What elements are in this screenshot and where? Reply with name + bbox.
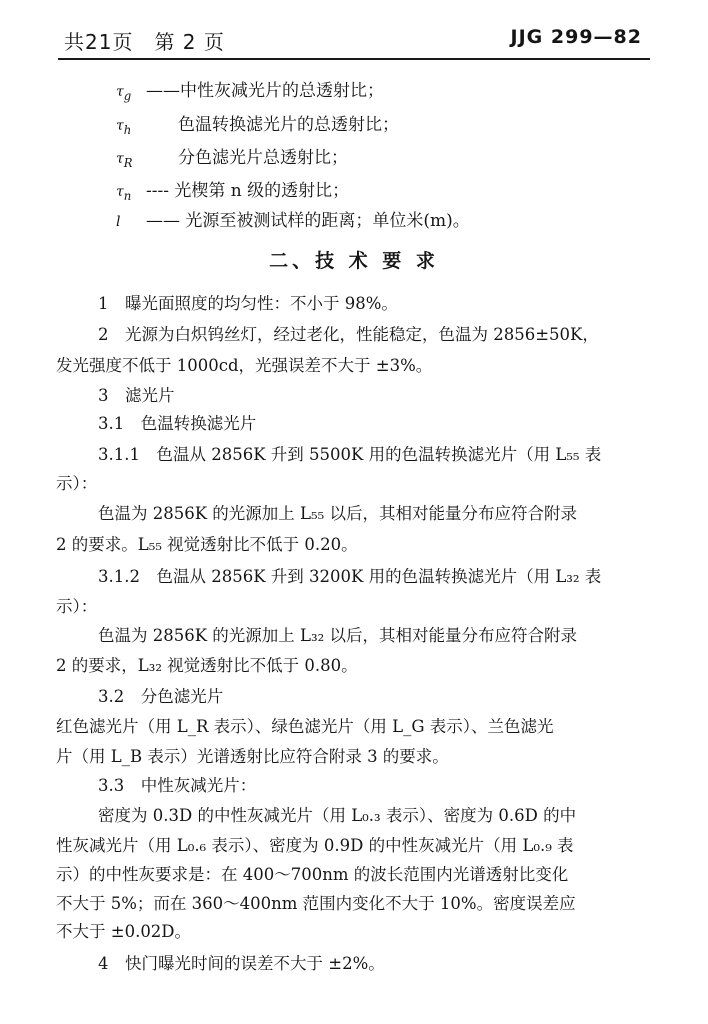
clause-3-1-1-line-2: 示）： xyxy=(56,474,98,493)
clause-2-line-1: 2 光源为白炽钨丝灯，经过老化，性能稳定，色温为 2856±50K， xyxy=(98,325,599,344)
clause-3-2-body-line-2: 片（用 L_B 表示）光谱透射比应符合附录 3 的要求。 xyxy=(56,747,449,766)
definition-tau-n xyxy=(116,176,349,203)
definition-symbol: $\tau_h$ xyxy=(116,118,132,137)
clause-4: 4 快门曝光时间的误差不大于 ±2%。 xyxy=(98,954,385,973)
page-info: 共21页 第 2 页 xyxy=(64,30,225,54)
clause-3-3: 3.3 中性灰减光片： xyxy=(98,776,257,795)
clause-3-3-body-line-4: 不大于 5%；而在 360～400nm 范围内变化不大于 10%。密度误差应 xyxy=(56,894,576,913)
clause-3-3-body-line-3: 示）的中性灰要求是：在 400～700nm 的波长范围内光谱透射比变化 xyxy=(56,865,569,884)
definition-text: 分色滤光片总透射比； xyxy=(178,148,348,168)
definition-text: —— 光源至被测试样的距离；单位米(m)。 xyxy=(146,211,470,231)
clause-3-1-2-body-line-2: 2 的要求，L₃₂ 视觉透射比不低于 0.80。 xyxy=(56,656,358,675)
header-rule xyxy=(58,58,650,60)
clause-3-1-2-body-line-1: 色温为 2856K 的光源加上 L₃₂ 以后，其相对能量分布应符合附录 xyxy=(98,626,577,645)
clause-3-2-body-line-1: 红色滤光片（用 L_R 表示）、绿色滤光片（用 L_G 表示）、兰色滤光 xyxy=(56,717,554,736)
clause-3-1-2-line-1: 3.1.2 色温从 2856K 升到 3200K 用的色温转换滤光片（用 L₃₂ 表 xyxy=(98,567,602,586)
definition-symbol: $\tau_n$ xyxy=(116,184,132,203)
document-code: JJG 299—82 xyxy=(510,26,642,48)
clause-3-1-1-body-line-1: 色温为 2856K 的光源加上 L₅₅ 以后，其相对能量分布应符合附录 xyxy=(98,504,577,523)
definition-l xyxy=(116,206,470,233)
clause-2-line-2: 发光强度不低于 1000cd，光强误差不大于 ±3%。 xyxy=(56,356,433,375)
definition-text: ——中性灰减光片的总透射比； xyxy=(146,81,384,101)
clause-3-1: 3.1 色温转换滤光片 xyxy=(98,414,257,433)
clause-3-3-body-line-1: 密度为 0.3D 的中性灰减光片（用 L₀.₃ 表示）、密度为 0.6D 的中 xyxy=(98,806,577,825)
clause-3: 3 滤光片 xyxy=(98,386,175,405)
clause-3-1-1-line-1: 3.1.1 色温从 2856K 升到 5500K 用的色温转换滤光片（用 L₅₅ 表 xyxy=(98,445,602,464)
definition-text: 色温转换滤光片的总透射比； xyxy=(178,115,399,135)
definition-symbol: $\tau_R$ xyxy=(116,151,133,170)
clause-3-3-body-line-2: 性灰减光片（用 L₀.₆ 表示）、密度为 0.9D 的中性灰减光片（用 L₀.₉ 表 xyxy=(56,836,574,855)
definition-tau-g xyxy=(116,76,384,103)
definition-tau-h xyxy=(116,110,399,137)
clause-3-2: 3.2 分色滤光片 xyxy=(98,687,224,706)
definition-tau-r xyxy=(116,143,348,170)
clause-3-1-2-line-2: 示）： xyxy=(56,597,98,616)
definition-symbol: l xyxy=(116,214,121,230)
clause-3-1-1-body-line-2: 2 的要求。L₅₅ 视觉透射比不低于 0.20。 xyxy=(56,535,358,554)
definition-symbol: $\tau_g$ xyxy=(116,84,132,103)
clause-3-3-body-line-5: 不大于 ±0.02D。 xyxy=(56,922,192,941)
clause-1: 1 曝光面照度的均匀性：不小于 98%。 xyxy=(98,294,398,313)
section-title: 二、技 术 要 求 xyxy=(269,250,439,272)
definition-text: ---- 光楔第 n 级的透射比； xyxy=(146,181,350,201)
